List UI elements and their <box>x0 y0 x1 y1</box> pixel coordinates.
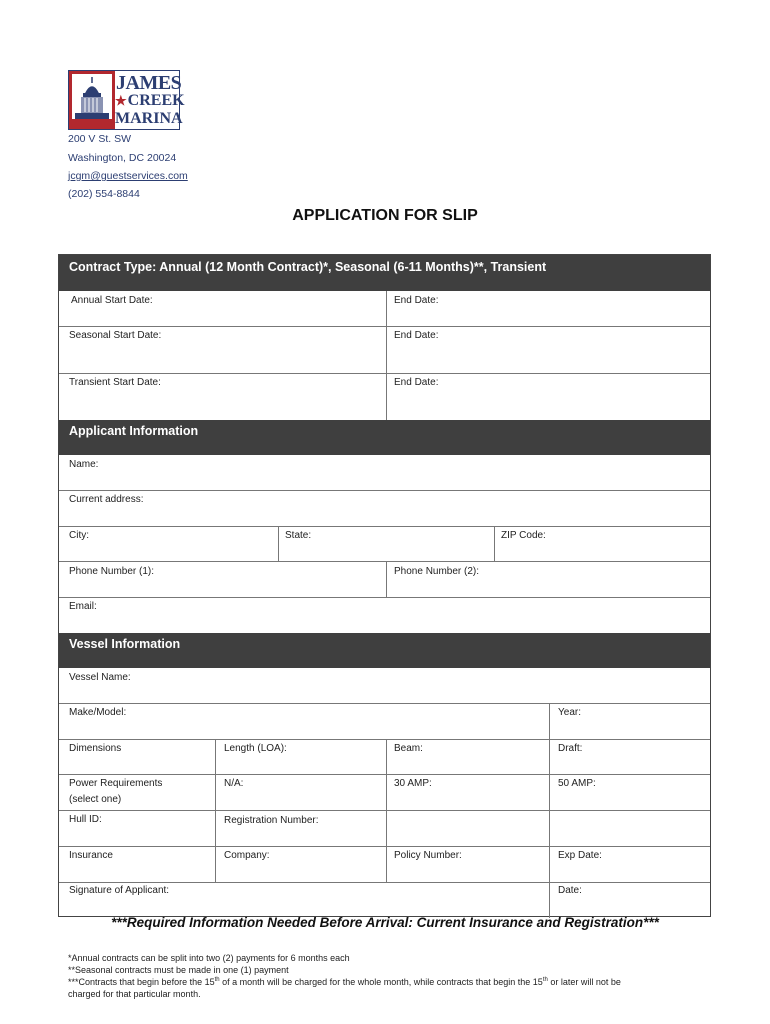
state-field[interactable]: State: <box>285 530 312 541</box>
footnote-transient: ***Contracts that begin before the 15th of a month will be charged for the whole month, while contracts that begin the 15th or later will not be <box>68 977 621 987</box>
logo-line-creek: ★CREEK <box>115 92 185 109</box>
signature-date-field[interactable]: Date: <box>558 885 582 896</box>
exp-date-field[interactable]: Exp Date: <box>558 850 602 861</box>
annual-end-date-field[interactable]: End Date: <box>394 295 439 306</box>
address-street: 200 V St. SW <box>68 133 132 145</box>
capitol-dome-icon <box>69 71 115 129</box>
logo-line-marina: MARINA <box>115 110 183 127</box>
contract-type-header: Contract Type: Annual (12 Month Contract)*, Seasonal (6-11 Months)**, Transient <box>59 255 710 291</box>
logo-line-james: JAMES <box>116 72 182 94</box>
marina-logo <box>68 70 185 130</box>
vessel-name-field[interactable]: Vessel Name: <box>69 672 131 683</box>
length-loa-field[interactable]: Length (LOA): <box>224 743 287 754</box>
current-address-field[interactable]: Current address: <box>69 494 144 505</box>
applicant-information-header: Applicant Information <box>59 420 710 455</box>
phone-number-2-field[interactable]: Phone Number (2): <box>394 566 480 577</box>
signature-field[interactable]: Signature of Applicant: <box>69 885 170 896</box>
seasonal-end-date-field[interactable]: End Date: <box>394 330 439 341</box>
address-phone: (202) 554-8844 <box>68 188 140 200</box>
footnote-annual: *Annual contracts can be split into two (2) payments for 6 months each <box>68 953 350 963</box>
power-requirements-label: Power Requirements <box>69 778 163 789</box>
power-na-option[interactable]: N/A: <box>224 778 244 789</box>
beam-field[interactable]: Beam: <box>394 743 423 754</box>
seasonal-start-date-field[interactable]: Seasonal Start Date: <box>69 330 162 341</box>
name-field[interactable]: Name: <box>69 459 99 470</box>
slip-application-form <box>58 254 711 917</box>
transient-start-date-field[interactable]: Transient Start Date: <box>69 377 161 388</box>
vessel-information-header: Vessel Information <box>59 633 710 668</box>
insurance-company-field[interactable]: Company: <box>224 850 270 861</box>
draft-field[interactable]: Draft: <box>558 743 583 754</box>
power-30-amp-option[interactable]: 30 AMP: <box>394 778 432 789</box>
power-50-amp-option[interactable]: 50 AMP: <box>558 778 596 789</box>
make-model-field[interactable]: Make/Model: <box>69 707 127 718</box>
year-field[interactable]: Year: <box>558 707 581 718</box>
address-city: Washington, DC 20024 <box>68 152 177 164</box>
hull-id-field[interactable]: Hull ID: <box>69 814 102 825</box>
policy-number-field[interactable]: Policy Number: <box>394 850 462 861</box>
transient-end-date-field[interactable]: End Date: <box>394 377 439 388</box>
registration-number-field[interactable]: Registration Number: <box>224 815 319 826</box>
email-field[interactable]: Email: <box>69 601 97 612</box>
dimensions-label: Dimensions <box>69 743 122 754</box>
footnote-seasonal: **Seasonal contracts must be made in one (1) payment <box>68 965 289 975</box>
city-field[interactable]: City: <box>69 530 89 541</box>
required-information-notice: ***Required Information Needed Before Arrival: Current Insurance and Registration*** <box>111 915 659 930</box>
footnote-transient-continued: charged for that particular month. <box>68 989 201 999</box>
page-title: APPLICATION FOR SLIP <box>292 207 478 224</box>
star-icon: ★ <box>115 93 127 108</box>
insurance-label: Insurance <box>69 850 113 861</box>
zip-code-field[interactable]: ZIP Code: <box>501 530 546 541</box>
address-email-link[interactable]: jcgm@guestservices.com <box>68 170 188 182</box>
phone-number-1-field[interactable]: Phone Number (1): <box>69 566 155 577</box>
power-select-one-label: (select one) <box>69 794 122 805</box>
annual-start-date-field[interactable]: Annual Start Date: <box>71 295 153 306</box>
